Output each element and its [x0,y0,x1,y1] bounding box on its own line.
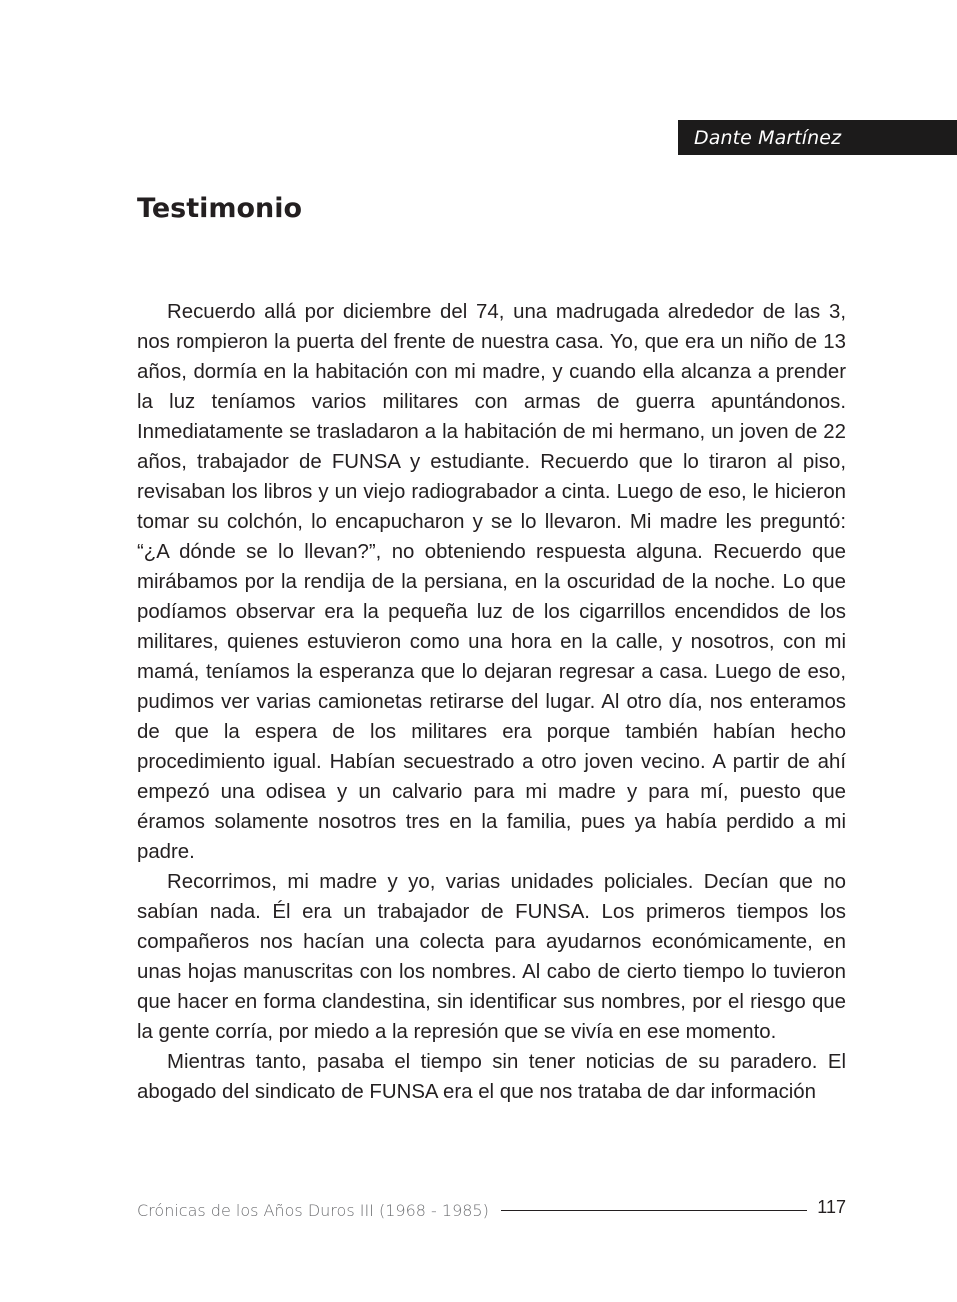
author-name: Dante Martínez [694,126,842,149]
paragraph: Mientras tanto, pasaba el tiempo sin tener noticias de su paradero. El abogado del sindicato de FUNSA era el que nos trataba de dar información [137,1051,846,1103]
page-number: 117 [817,1196,846,1217]
article-body [137,297,846,1107]
paragraph: Recuerdo allá por diciembre del 74, una madrugada alrededor de las 3, nos rompieron la puerta del frente de nuestra casa. Yo, que era un niño de 13 años, dormía en la habitación con mi madre, y cuando ella alcanza a prender la luz teníamos varios militares con armas de guerra apuntándonos. Inmediatamente se trasladaron a la habitación de mi hermano, un joven de 22 años, trabajador de FUNSA y estudiante. Recuerdo que lo tiraron al piso, revisaban los libros y un viejo radiograbador a cinta. Luego de eso, le hicieron tomar su colchón, lo encapucharon y se lo llevaron. Mi madre les preguntó: “¿A dónde se lo llevan?”, no obteniendo respuesta alguna. Recuerdo que mirábamos por la rendija de la persiana, en la oscuridad de la noche. Lo que podíamos observar era la pequeña luz de los cigarrillos encendidos de los militares, quienes estuvieron como una hora en la calle, y nosotros, con mi mamá, teníamos la esperanza que lo dejaran regresar a casa. Luego de eso, pudimos ver varias camionetas retirarse del lugar. Al otro día, nos enteramos de que la espera de los militares era porque también habían hecho procedimiento igual. Habían secuestrado a otro joven vecino. A partir de ahí empezó una odisea y un calvario para mi madre y para mí, puesto que éramos solamente nosotros tres en la familia, pues ya había perdido a mi padre. [137,301,846,863]
footer-book-title: Crónicas de los Años Duros III (1968 - 1985) [137,1200,489,1220]
footer-divider [501,1210,807,1211]
author-banner [678,120,957,155]
page-footer [137,1195,846,1225]
page-title: Testimonio [137,193,303,224]
paragraph: Recorrimos, mi madre y yo, varias unidades policiales. Decían que no sabían nada. Él era un trabajador de FUNSA. Los primeros tiempos los compañeros nos hacían una colecta para ayudarnos económicamente, en unas hojas manuscritas con los nombres. Al cabo de cierto tiempo lo tuvieron que hacer en forma clandestina, sin identificar sus nombres, por el riesgo que la gente corría, por miedo a la represión que se vivía en ese momento. [137,871,846,1043]
